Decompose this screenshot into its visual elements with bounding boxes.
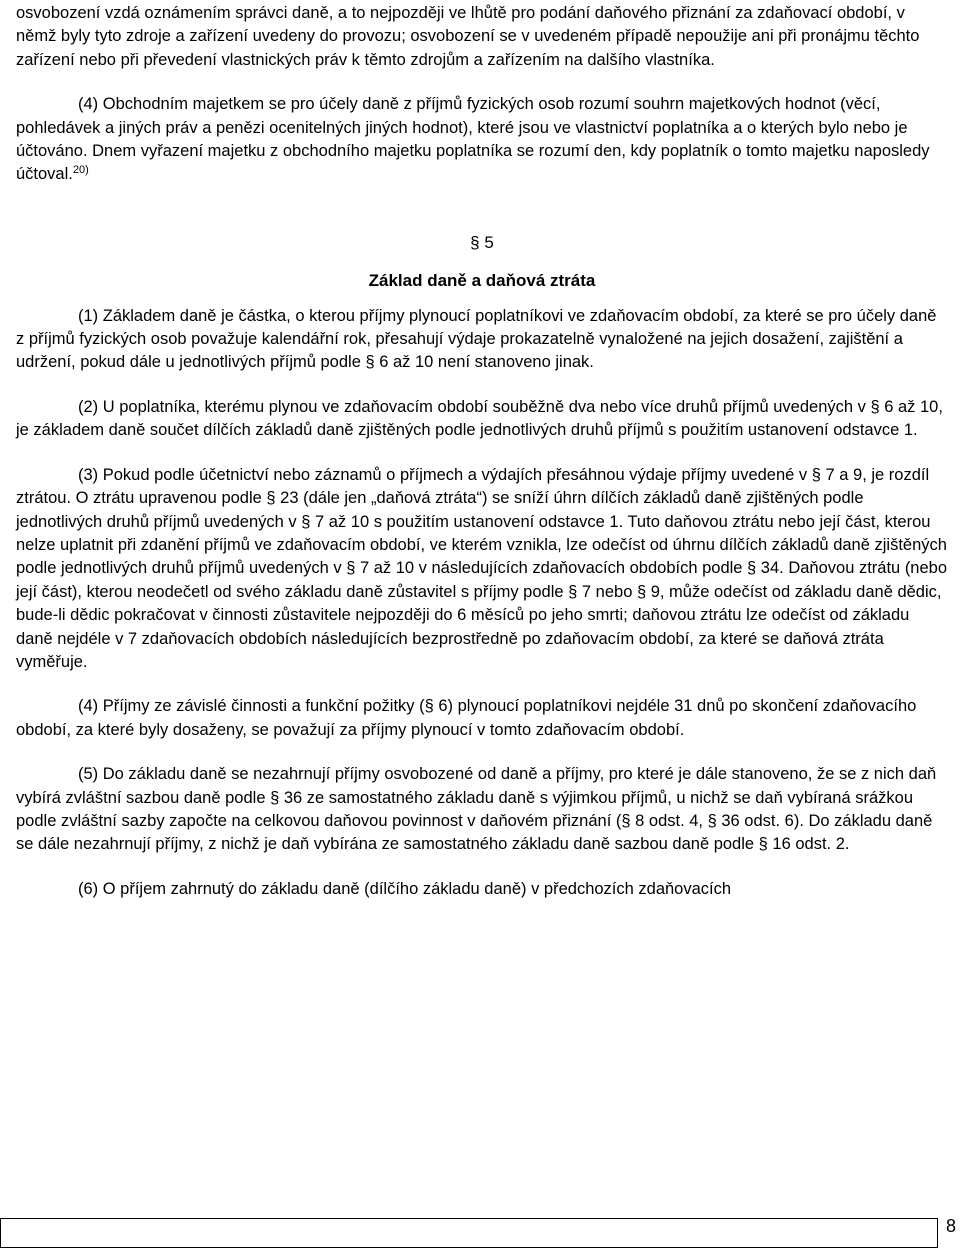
paragraph-5: (5) Do základu daně se nezahrnují příjmy osvobozené od daně a příjmy, pro které je dále stanoveno, že se z nich daň vybírá zvláštní sazbou daně podle § 36 ze samostatného základu daně s výjimkou příjmů, u nichž se daň vybíraná srážkou podle zvláštní sazby započte na celkovou daňovou povinnost v daňovém přiznání (§ 8 odst. 4, § 36 odst. 6). Do základu daně se dále nezahrnují příjmy, z nichž je daň vybírána ze samostatného základu daně sazbou daně podle § 16 odst. 2.	[16, 765, 937, 854]
paragraph-4-text: (4) Obchodním majetkem se pro účely daně z příjmů fyzických osob rozumí souhrn majetkových hodnot (věcí, pohledávek a jiných práv a penězi ocenitelných jiných hodnot), které jsou ve vlastnictví poplatníka a o kterých bylo nebo je účtováno. Dnem vyřazení majetku z obchodního majetku poplatníka se rozumí den, kdy poplatník o tomto majetku naposledy účtoval.	[16, 95, 930, 184]
footnote-ref-20: 20)	[72, 164, 89, 177]
paragraph-1: (1) Základem daně je částka, o kterou příjmy plynoucí poplatníkovi ve zdaňovacím období, za které se pro účely daně z příjmů fyzických osob považuje kalendářní rok, přesahují výdaje prokazatelně vynaložené na jejich dosažení, zajištění a udržení, pokud dále u jednotlivých příjmů podle § 6 až 10 není stanoveno jinak.	[16, 306, 937, 372]
paragraph-6: (6) O příjem zahrnutý do základu daně (dílčího základu daně) v předchozích zdaňovacích	[78, 879, 732, 898]
paragraph-2: (2) U poplatníka, kterému plynou ve zdaňovacím období souběžně dva nebo více druhů příjmů uvedených v § 6 až 10, je základem daně součet dílčích základů daně zjištěných podle jednotlivých druhů příjmů s použitím ustanovení odstavce 1.	[16, 397, 943, 440]
document-body	[16, 2, 948, 901]
page-number: 8	[946, 1216, 957, 1236]
footer-box	[0, 1218, 938, 1248]
paragraph-intro: osvobození vzdá oznámením správci daně, a to nejpozději ve lhůtě pro podání daňového přiznání za zdaňovací období, v němž byly tyto zdroje a zařízení uvedeny do provozu; osvobození se v uvedeném případě nepoužije ani při pronájmu těchto zařízení nebo při převedení vlastnických práv k těmto zdrojům a zařízením na dalšího vlastníka.	[16, 4, 920, 69]
paragraph-4-obchodni-majetek	[16, 93, 948, 187]
paragraph-3: (3) Pokud podle účetnictví nebo záznamů o příjmech a výdajích přesáhnou výdaje příjmy uvedené v § 7 a 9, je rozdíl ztrátou. O ztrátu upravenou podle § 23 (dále jen „daňová ztráta“) se sníží úhrn dílčích základů daně zjištěných podle jednotlivých druhů příjmů uvedených v § 7 až 10 s použitím ustanovení odstavce 1. Tuto daňovou ztrátu nebo její část, kterou nelze uplatnit při zdanění příjmů ve zdaňovacím období, ve kterém vznikla, lze odečíst od úhrnu dílčích základů daně zjištěných podle jednotlivých druhů příjmů uvedených v § 7 až 10 v následujících zdaňovacích obdobích podle § 34. Daňovou ztrátu (nebo její část), kterou neodečetl od svého základu daně zůstavitel s příjmy podle § 7 nebo § 9, může odečíst od základu daně dědic, bude-li dědic pokračovat v činnosti zůstavitele nejpozději do 6 měsíců po jeho smrti; daňovou ztrátu lze odečíst od základu daně nejdéle v 7 zdaňovacích obdobích následujících bezprostředně po zdaňovacím období, za které se daňová ztráta vyměřuje.	[16, 465, 948, 671]
section-number: § 5	[470, 232, 494, 252]
paragraph-4: (4) Příjmy ze závislé činnosti a funkční požitky (§ 6) plynoucí poplatníkovi nejdéle 31 dnů po skončení zdaňovacího období, za které byly dosaženy, se považují za příjmy plynoucí v tomto zdaňovacím období.	[16, 697, 917, 739]
section-title: Základ daně a daňová ztráta	[368, 271, 596, 291]
